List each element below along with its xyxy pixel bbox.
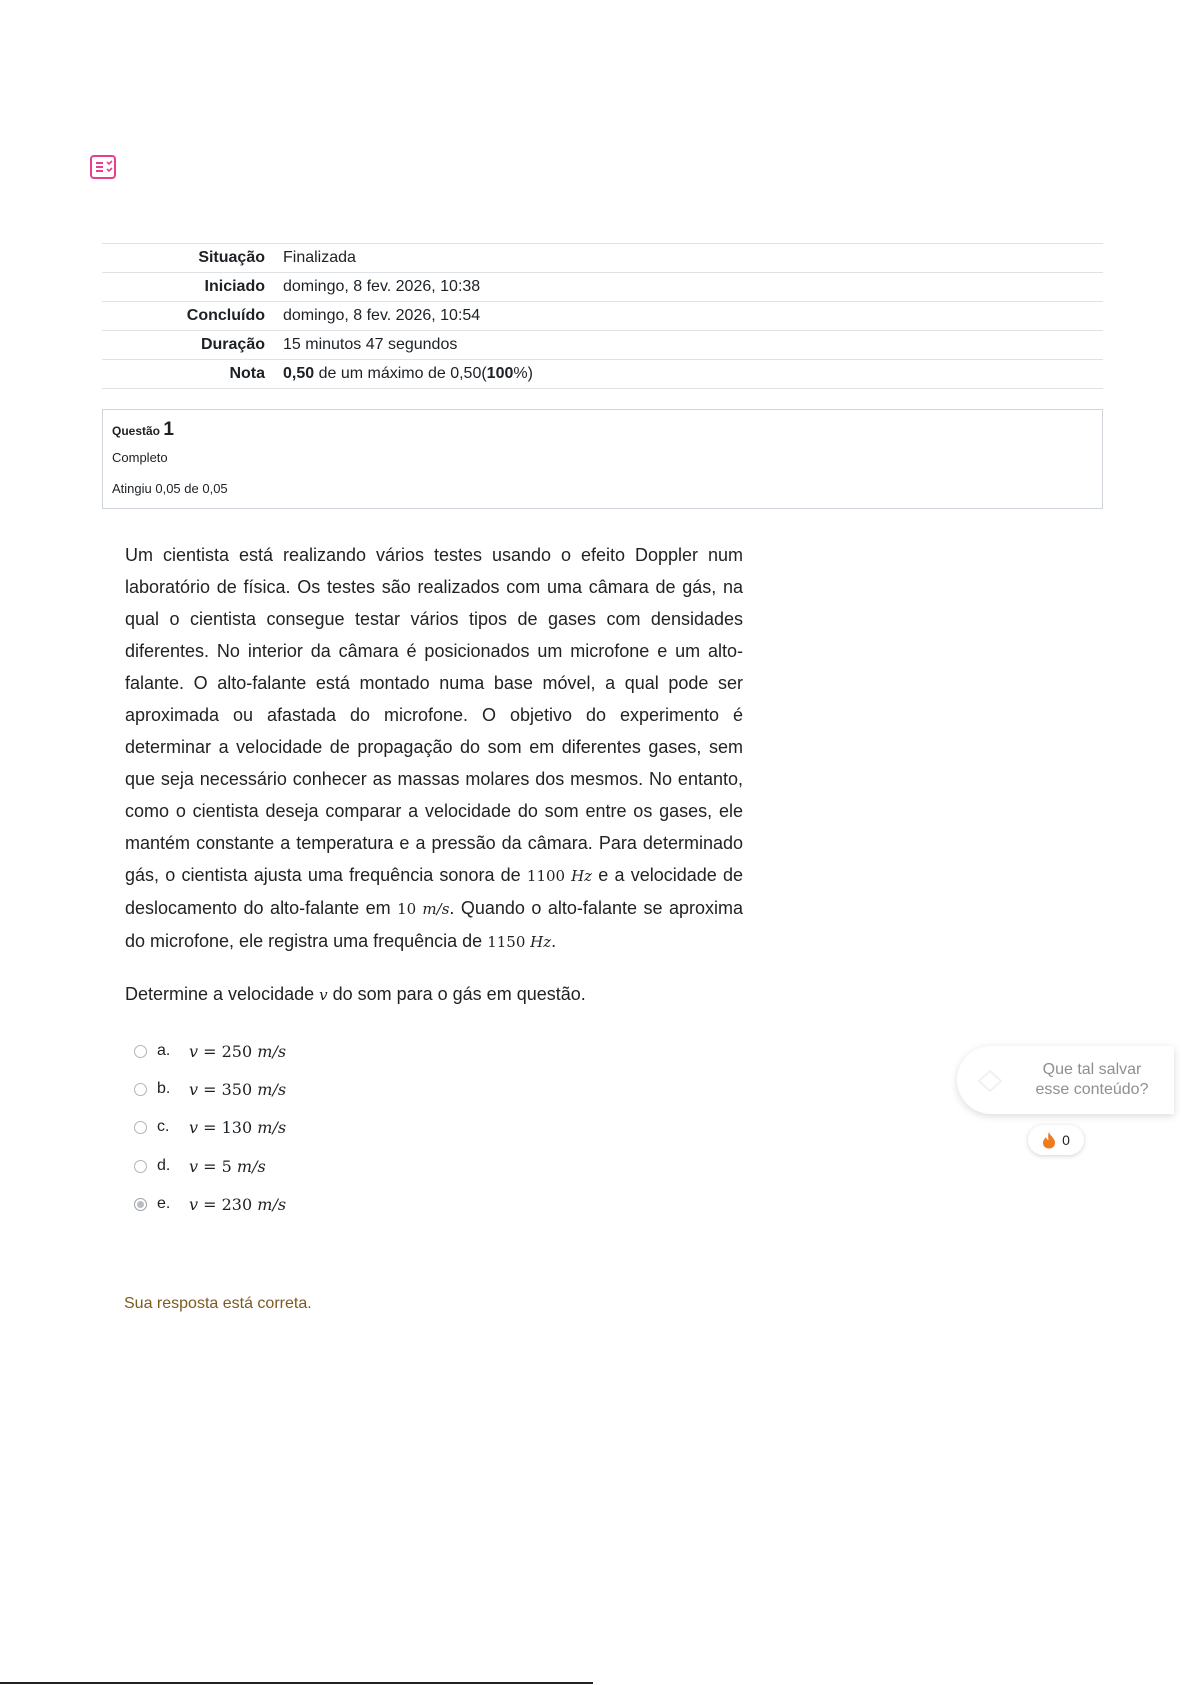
radio-button[interactable] (134, 1121, 147, 1134)
summary-label: Duração (102, 331, 283, 360)
question-label: Questão (112, 424, 161, 438)
quiz-list-icon (89, 153, 117, 181)
summary-value: domingo, 8 fev. 2026, 10:54 (283, 302, 1103, 331)
summary-row-duration (102, 331, 1103, 360)
answer-option-e[interactable] (134, 1191, 286, 1217)
question-info-box (102, 409, 1103, 509)
save-content-text[interactable]: Que tal salvar esse conteúdo? (1035, 1061, 1149, 1098)
answer-text: v = 250 m/s (189, 1041, 287, 1061)
grade-percent: 100 (486, 365, 514, 382)
summary-value (283, 360, 1103, 389)
summary-value: domingo, 8 fev. 2026, 10:38 (283, 273, 1103, 302)
answer-text: v = 350 m/s (189, 1079, 287, 1099)
flame-icon (1042, 1131, 1056, 1149)
streak-counter[interactable] (1028, 1125, 1084, 1155)
question-text: Um cientista está realizando vários testes usando o efeito Doppler num laboratório de física. Os testes são realizados com uma câmara de gás, na qual o cientista consegue testar vários tipos de gases com densidades diferentes. No interior da câmara é posicionados um microfone e um alto-falante. O alto-falante está montado numa base móvel, a qual pode ser aproximada ou afastada do microfone. O objetivo do experimento é determinar a velocidade de propagação do som em diferentes gases, sem que seja necessário conhecer as massas molares dos mesmos. No entanto, como o cientista deseja comparar a velocidade do som entre os gases, ele mantém constante a temperatura e a pressão da câmara. Para determinado gás, o cientista ajusta uma frequência sonora de 1100 Hz e a velocidade de deslocamento do alto-falante em 10 m/s. Quando o alto-falante se aproxima do microfone, ele registra uma frequência de 1150 Hz. (125, 545, 743, 951)
math-frequency-emitted: 1100 Hz (526, 867, 593, 885)
answer-letter: a. (157, 1042, 171, 1059)
question-state: Completo (112, 450, 168, 465)
summary-row-completed (102, 302, 1103, 331)
answer-letter: d. (157, 1157, 171, 1174)
attempt-summary-table (102, 243, 1103, 389)
page-divider (0, 1682, 593, 1684)
summary-label: Situação (102, 244, 283, 273)
math-frequency-received: 1150 Hz (487, 933, 552, 951)
answer-text: v = 130 m/s (189, 1117, 287, 1137)
grade-max-text: de um máximo de 0,50( (314, 365, 487, 382)
answer-option-b[interactable] (134, 1076, 286, 1102)
radio-button[interactable] (134, 1160, 147, 1173)
summary-value: 15 minutos 47 segundos (283, 331, 1103, 360)
bookmark-icon[interactable] (973, 1064, 1007, 1098)
answer-option-c[interactable] (134, 1114, 286, 1140)
math-speaker-speed: 10 m/s (397, 900, 450, 918)
grade-value: 0,50 (283, 365, 315, 382)
radio-button[interactable] (134, 1045, 147, 1058)
summary-row-started (102, 273, 1103, 302)
grade-percent-suffix: %) (513, 365, 533, 382)
answer-letter: b. (157, 1080, 171, 1097)
answer-option-a[interactable] (134, 1038, 286, 1064)
summary-row-status (102, 244, 1103, 273)
answer-option-d[interactable] (134, 1153, 266, 1179)
summary-label: Nota (102, 360, 283, 389)
summary-label: Iniciado (102, 273, 283, 302)
answer-text: v = 5 m/s (189, 1156, 266, 1176)
summary-value: Finalizada (283, 244, 1103, 273)
answer-text: v = 230 m/s (189, 1194, 287, 1214)
save-content-widget[interactable] (957, 1046, 1174, 1114)
summary-label: Concluído (102, 302, 283, 331)
answer-letter: c. (157, 1118, 170, 1135)
question-number-value: 1 (163, 419, 174, 440)
answer-letter: e. (157, 1195, 171, 1212)
question-grade: Atingiu 0,05 de 0,05 (112, 481, 228, 496)
answer-feedback: Sua resposta está correta. (124, 1295, 312, 1312)
radio-button[interactable] (134, 1083, 147, 1096)
streak-count: 0 (1062, 1132, 1070, 1148)
question-prompt: Determine a velocidade v do som para o gás em questão. (125, 984, 586, 1004)
question-number (112, 419, 174, 441)
radio-button-selected[interactable] (134, 1198, 147, 1211)
summary-row-grade (102, 360, 1103, 389)
math-variable-v: v (319, 986, 328, 1004)
